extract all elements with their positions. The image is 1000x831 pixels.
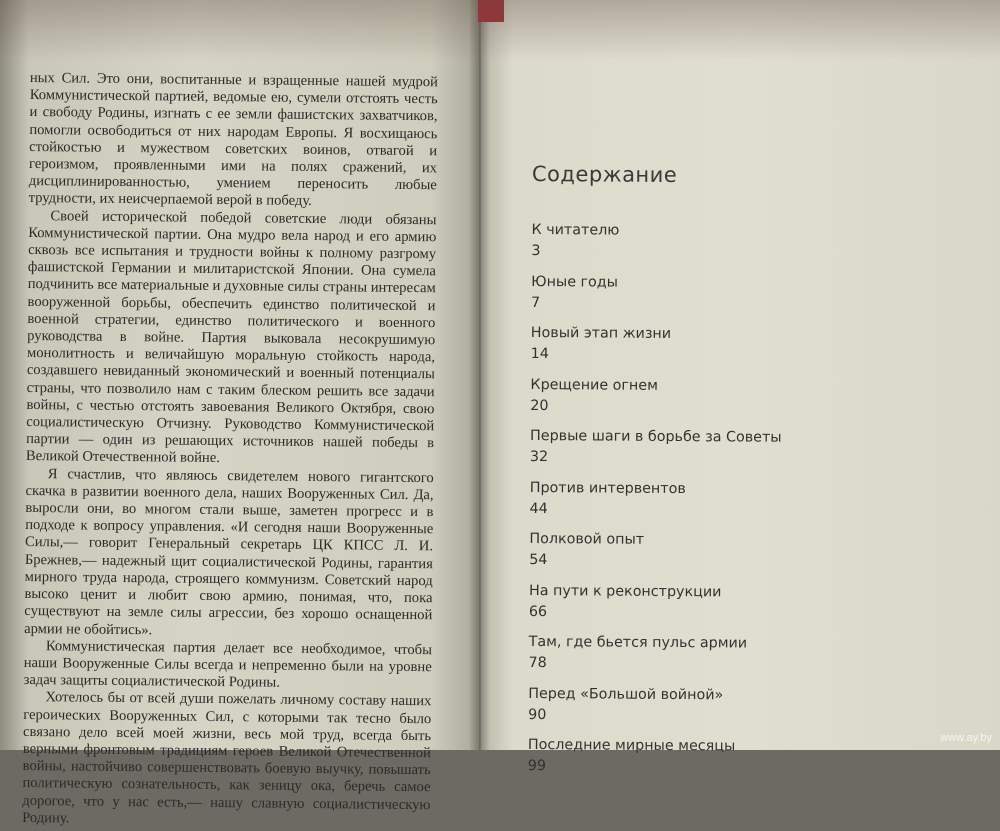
body-text — [22, 70, 438, 831]
toc-item-label: Полковой опыт — [529, 530, 645, 548]
table-of-contents — [528, 162, 952, 789]
toc-item-page: 54 — [529, 551, 548, 569]
toc-item-label: Против интервентов — [529, 479, 686, 497]
paragraph: Я счастлив, что являюсь свидетелем нового гигантского скачка в развитии военного дела, наших Вооруженных Сил. Да, выросли они, во многом стали выше, заметен прогресс и в подходе к вопросу управления. «И сегодня наши Вооруженные Силы,— говорит Генеральный секретарь ЦК КПСС Л. И. Брежнев,— надежный щит социалистической Родины, гарантия мирного труда народа, строящего коммунизм. Советский народ высоко ценит и любит свою армию, понимая, что, пока существуют на земле силы агрессии, без хорошо оснащенной армии не обойтись». — [24, 465, 434, 638]
watermark: www.ay.by — [940, 732, 992, 744]
toc-item-page: 66 — [528, 603, 548, 620]
toc-item — [531, 220, 951, 265]
toc-item-label: Первые шаги в борьбе за Советы — [530, 427, 782, 446]
toc-item-label: Юные годы — [531, 273, 619, 291]
top-shadow — [0, 0, 1000, 60]
toc-item — [530, 477, 950, 522]
paragraph: Хотелось бы от всей души пожелать личному составу наших героических Вооруженных Сил, с которыми так тесно было связано дело всей моей жизни, весь мой труд, всегда быть верными фронтовым традициям героев Великой Отечественной войны, настойчиво совершенствовать боевую выучку, повышать политическую сознательность, как зеницу ока, беречь самое дорогое, что у нас есть,— нашу славную социалистическую Родину. — [22, 689, 432, 827]
toc-item — [528, 632, 948, 677]
toc-item — [528, 735, 948, 780]
toc-item-page: 3 — [531, 242, 541, 260]
toc-item-page: 7 — [530, 294, 541, 311]
paragraph: ных Сил. Это они, воспитанные и взращенные нашей мудрой Коммунистической партией, ведомые ею, сумели отстоять честь и свободу Родины, изгнать с ее земли фашистских захватчиков, помогли освободиться от них народам Европы. Я восхищаюсь стойкостью и мужеством советских воинов, отвагой и героизмом, проявленными ими на полях сражений, их дисциплинированностью, умением переносить любые трудности, их неисчерпаемой верой в победу. — [28, 70, 438, 210]
toc-item — [530, 374, 950, 419]
toc-item-page: 14 — [530, 345, 549, 363]
paragraph: Своей исторической победой советские люди обязаны Коммунистической партии. Она мудро вела народ и его армию сквозь все испытания и трудности войны к полному разгрому фашистской Германии и милитаристской Японии. Она сумела подчинить все материальные и духовные силы страны интересам вооруженной борьбы, обеспечить единство политической и военной стратегии, единство политического и военного руководства в войне. Партия выковала несокрушимую монолитность и величайшую моральную стойкость народа, создавшего невиданный экономический и военный потенциалы страны, что позволило нам с таким блеском решить все задачи войны, с честью отстоять завоевания Великого Октября, свою социалистическую Отчизну. Руководство Коммунистической партии — один из решающих источников нашей победы в Великой Отечественной войне. — [25, 207, 437, 467]
toc-item-page: 99 — [527, 757, 547, 775]
toc-item — [531, 323, 951, 368]
toc-item-page: 78 — [528, 654, 547, 672]
toc-item — [528, 683, 948, 728]
toc-item-page: 20 — [530, 397, 549, 414]
toc-item — [529, 580, 949, 625]
left-page — [0, 0, 478, 827]
toc-title: Содержание — [531, 162, 678, 188]
toc-item-label: Последние мирные месяцы — [527, 736, 736, 755]
toc-item — [529, 529, 949, 574]
toc-item-label: Новый этап жизни — [530, 324, 672, 342]
toc-item — [530, 426, 950, 471]
toc-item-label: Крещение огнем — [530, 376, 658, 394]
toc-item-label: К читателю — [531, 221, 620, 239]
book-gutter — [470, 0, 490, 750]
toc-item-page: 32 — [529, 448, 549, 466]
toc-item-page: 44 — [529, 500, 548, 517]
toc-item — [531, 271, 951, 316]
toc-item-label: Там, где бьется пульс армии — [528, 633, 748, 652]
toc-item-label: На пути к реконструкции — [528, 582, 722, 600]
toc-item-page: 90 — [528, 706, 547, 723]
paragraph: Коммунистическая партия делает все необходимое, чтобы наши Вооруженные Силы всегда и непременно были на уровне задач защиты социалистической Родины. — [23, 637, 433, 691]
toc-item-label: Перед «Большой войной» — [528, 685, 724, 703]
